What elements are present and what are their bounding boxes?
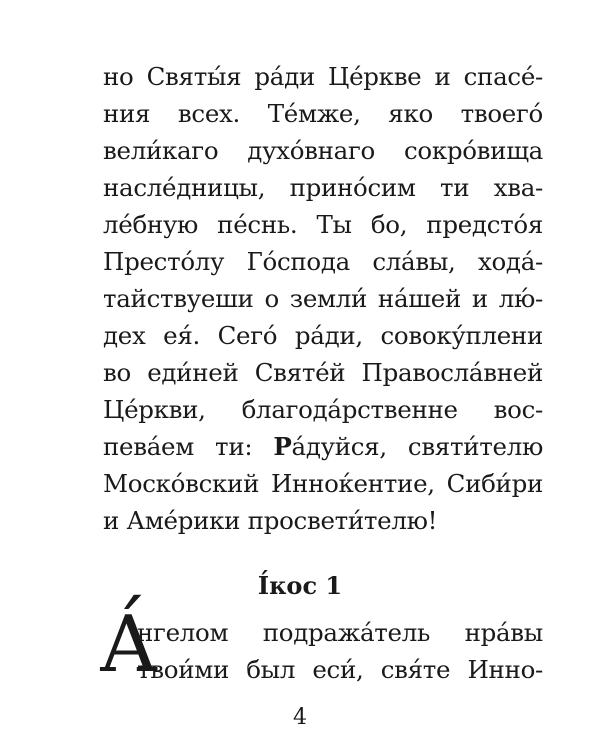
text-line: но Святы́я ра́ди Це́ркве и спасе́- bbox=[103, 62, 543, 91]
prayer-text bbox=[103, 58, 543, 539]
ikos-heading: І́кос 1 bbox=[257, 571, 343, 600]
text-fragment: а́дуйся, святи́телю bbox=[291, 432, 543, 461]
text-line: нгелом подража́тель нра́вы bbox=[137, 618, 543, 647]
text-line: ле́бную пе́снь. Ты бо, предсто́я bbox=[103, 210, 543, 239]
text-line: вели́каго духо́внаго сокро́вища bbox=[103, 136, 543, 165]
text-line: дех ея́. Сего́ ра́ди, совоку́плени bbox=[103, 321, 543, 350]
text-line: Це́ркви, благода́рственне вос- bbox=[103, 395, 543, 424]
text-line: Престо́лу Го́спода сла́вы, хода́- bbox=[103, 247, 543, 276]
text-line-with-initial bbox=[103, 428, 543, 465]
text-line: ния всех. Те́мже, яко твоего́ bbox=[103, 99, 543, 128]
text-fragment: пева́ем ти: bbox=[103, 432, 253, 461]
text-line: тайствуеши о земли́ на́шей и лю́- bbox=[103, 284, 543, 313]
text-line: Моско́вский Инноќентие, Сиби́ри bbox=[103, 469, 543, 498]
text-line: и Аме́рики просвети́телю! bbox=[103, 506, 438, 535]
drop-cap-letter: А́ bbox=[99, 600, 159, 690]
text-line: насле́дницы, прино́сим ти хва- bbox=[103, 173, 543, 202]
bold-initial-letter: Р bbox=[273, 432, 292, 461]
page-number: 4 bbox=[293, 705, 307, 730]
text-line: твои́ми был еси́, свя́те Инно- bbox=[137, 655, 543, 684]
ikos-text bbox=[103, 614, 543, 688]
text-line: во еди́ней Святе́й Правосла́вней bbox=[103, 358, 543, 387]
